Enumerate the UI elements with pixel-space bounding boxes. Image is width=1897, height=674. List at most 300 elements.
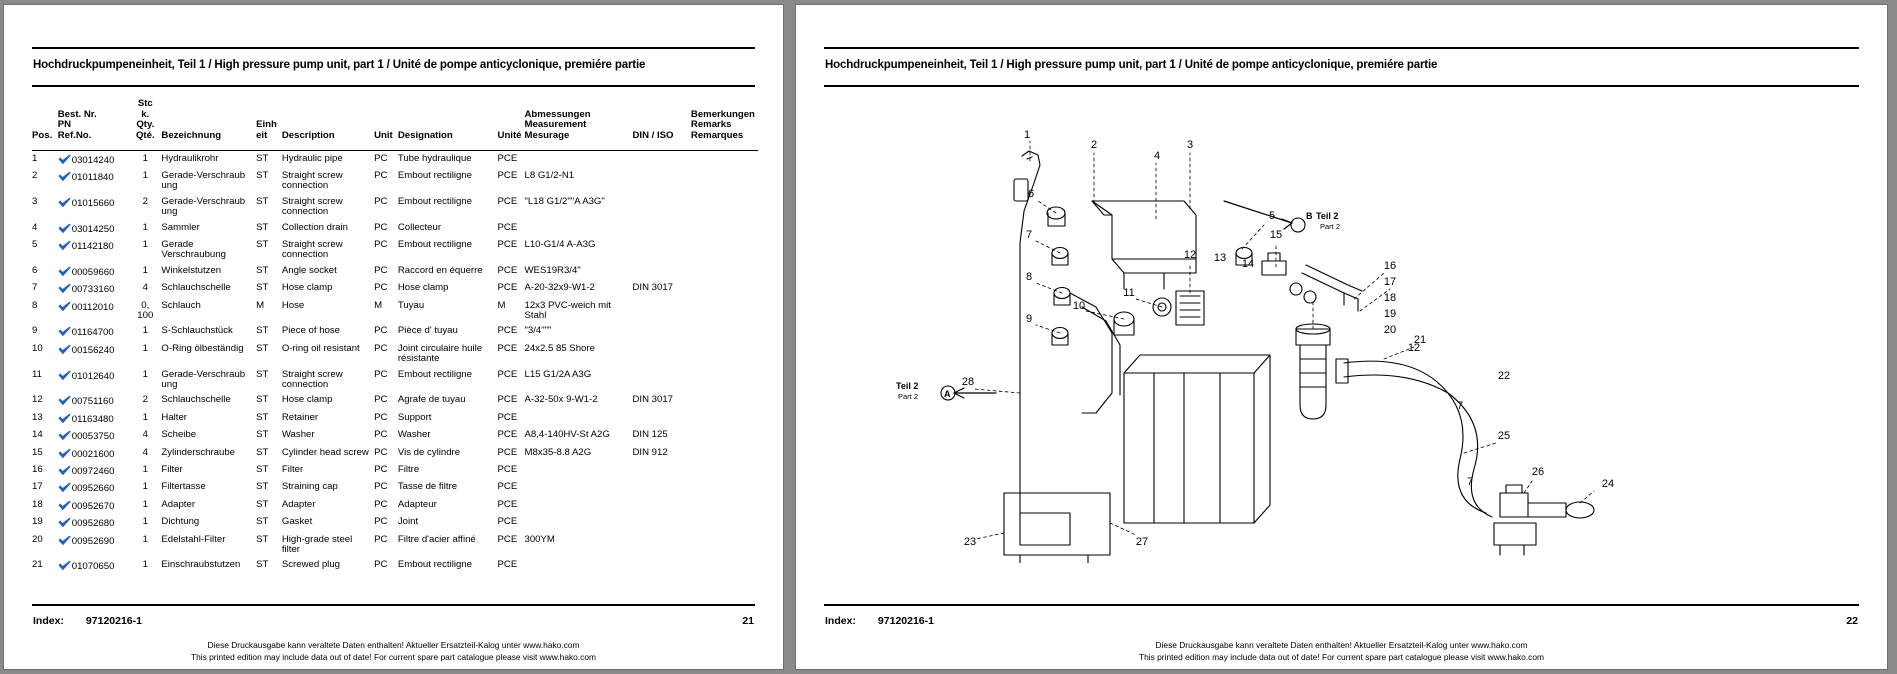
cell-din-iso: DIN 912 xyxy=(632,446,668,458)
cell-einheit: ST xyxy=(256,368,269,380)
cell-din-iso xyxy=(632,168,690,194)
cell-pos: 5 xyxy=(32,238,38,250)
cell-einheit: ST xyxy=(256,559,269,571)
cell-remarks xyxy=(691,220,758,237)
part-number-value: 00021600 xyxy=(71,448,115,460)
index-line xyxy=(33,615,142,627)
callout-6: 6 xyxy=(1027,188,1035,200)
cell-measurement xyxy=(525,151,633,169)
cell-unite: PCE xyxy=(497,342,518,354)
cell-pos: 1 xyxy=(32,152,38,164)
cell-pos: 19 xyxy=(32,516,43,528)
checkmark-icon xyxy=(58,517,71,528)
cell-bezeichnung: O-Ring ölbeständig xyxy=(161,342,244,354)
cell-pos: 21 xyxy=(32,559,43,571)
checkmark-icon xyxy=(58,301,71,312)
cell-part-number[interactable] xyxy=(58,341,132,367)
cell-bezeichnung: Scheibe xyxy=(161,429,197,441)
table-row[interactable] xyxy=(32,263,758,280)
callout-25: 25 xyxy=(1497,430,1511,442)
cell-measurement: A-32-50x 9-W1-2 xyxy=(524,394,598,406)
callout-28: 28 xyxy=(961,376,975,388)
cell-description: High-grade steel filter xyxy=(281,533,353,556)
cell-pos: 14 xyxy=(32,429,43,441)
index-line-right xyxy=(825,615,934,627)
page-number-left: 21 xyxy=(742,615,754,627)
part-number-value: 03014250 xyxy=(71,223,115,235)
cell-quantity: 1 xyxy=(142,152,148,164)
cell-description: Straining cap xyxy=(281,481,338,493)
cell-unit: M xyxy=(374,299,383,311)
cell-einheit: ST xyxy=(256,282,269,294)
col-header-part-number-l2: PN xyxy=(57,119,72,131)
cell-din-iso xyxy=(632,324,690,341)
cell-description: Straight screw connection xyxy=(281,169,343,192)
index-value-right: 97120216-1 xyxy=(877,615,934,627)
cell-unit: PC xyxy=(374,342,388,354)
checkmark-icon xyxy=(58,482,71,493)
page-number-right: 22 xyxy=(1846,615,1858,627)
checkmark-icon xyxy=(58,535,71,546)
cell-measurement: A8,4-140HV-St A2G xyxy=(524,429,610,441)
cell-bezeichnung: Filtertasse xyxy=(161,481,206,493)
part-number-value: 03014240 xyxy=(71,154,115,166)
callout-22: 22 xyxy=(1497,370,1511,382)
cell-measurement xyxy=(525,558,633,575)
cell-din-iso xyxy=(632,194,690,220)
table-row[interactable] xyxy=(32,532,758,558)
part-number-value: 00112010 xyxy=(71,301,114,313)
checkmark-icon xyxy=(58,500,71,511)
cell-unite: PCE xyxy=(497,559,518,571)
cell-description: Straight screw connection xyxy=(281,368,343,390)
callout-14: 14 xyxy=(1241,258,1255,270)
cell-din-iso xyxy=(632,298,690,324)
callout-8: 8 xyxy=(1025,271,1033,283)
cell-measurement xyxy=(525,480,633,497)
table-row[interactable] xyxy=(32,168,758,194)
ref-tag-b xyxy=(1306,211,1340,231)
table-row[interactable] xyxy=(32,341,758,367)
cell-unit: PC xyxy=(374,264,388,276)
cell-measurement: "3/4""" xyxy=(524,325,552,337)
bottom-rule xyxy=(32,604,755,606)
cell-quantity: 1 xyxy=(142,264,148,276)
cell-remarks xyxy=(691,263,758,280)
cell-remarks xyxy=(691,393,758,410)
cell-measurement: 24x2.5 85 Shore xyxy=(524,342,595,354)
table-row[interactable] xyxy=(32,298,758,324)
col-header-unite: Unité xyxy=(497,129,522,141)
cell-quantity: 1 xyxy=(142,481,148,493)
callout-4: 4 xyxy=(1153,150,1161,162)
cell-einheit: ST xyxy=(256,221,269,233)
cell-description: Hydraulic pipe xyxy=(281,152,343,164)
cell-part-number[interactable] xyxy=(58,237,132,263)
cell-unite: PCE xyxy=(497,446,518,458)
cell-pos: 13 xyxy=(32,411,43,423)
svg-text:Teil 2: Teil 2 xyxy=(1316,211,1339,221)
cell-part-number[interactable] xyxy=(58,151,132,169)
cell-remarks xyxy=(691,445,758,462)
part-number-value: 00952680 xyxy=(71,518,115,530)
cell-einheit: ST xyxy=(256,238,269,250)
cell-unit: PC xyxy=(374,464,388,476)
cell-measurement xyxy=(525,463,633,480)
col-header-part-number-l3: Ref.No. xyxy=(57,129,92,141)
cell-unite: PCE xyxy=(497,325,518,337)
table-row[interactable] xyxy=(32,393,758,410)
callout-19: 19 xyxy=(1383,308,1397,320)
cell-din-iso xyxy=(632,463,690,480)
cell-part-number[interactable] xyxy=(58,480,132,497)
callout-7c: 7 xyxy=(1466,476,1474,488)
svg-text:Teil 2: Teil 2 xyxy=(896,381,919,391)
cell-remarks xyxy=(691,463,758,480)
checkmark-icon xyxy=(58,413,71,424)
cell-bezeichnung: Winkelstutzen xyxy=(161,264,222,276)
cell-remarks xyxy=(691,515,758,532)
cell-remarks xyxy=(691,194,758,220)
cell-unite: PCE xyxy=(497,516,518,528)
col-header-quantity-l3: Qty. xyxy=(136,119,155,131)
cell-description: Retainer xyxy=(281,411,319,423)
cell-quantity: 1 xyxy=(142,368,148,380)
cell-unite: PCE xyxy=(497,169,518,181)
callout-1: 1 xyxy=(1023,129,1031,141)
table-row[interactable] xyxy=(32,367,758,393)
col-header-part-number-l1: Best. Nr. xyxy=(57,108,97,120)
cell-description: Straight screw connection xyxy=(281,195,343,218)
cell-description: Washer xyxy=(281,429,315,441)
svg-text:A: A xyxy=(944,389,951,399)
title-rule xyxy=(32,85,755,87)
cell-pos: 2 xyxy=(32,169,38,181)
cell-einheit: ST xyxy=(256,498,269,510)
cell-part-number[interactable] xyxy=(58,393,132,410)
col-header-bezeichnung: Bezeichnung xyxy=(161,129,222,141)
cell-din-iso xyxy=(632,151,690,169)
cell-designation: Tube hydraulique xyxy=(397,152,472,164)
cell-part-number[interactable] xyxy=(58,532,132,558)
cell-part-number[interactable] xyxy=(58,281,132,298)
cell-description: Screwed plug xyxy=(281,559,340,571)
cell-measurement: L10-G1/4 A-A3G xyxy=(524,238,596,250)
col-header-pos: Pos. xyxy=(32,129,53,141)
left-page xyxy=(3,4,784,670)
cell-description: O-ring oil resistant xyxy=(281,342,360,354)
callout-23: 23 xyxy=(963,536,977,548)
cell-din-iso xyxy=(632,367,690,393)
checkmark-icon xyxy=(58,448,71,459)
col-header-quantity-l1: Stc xyxy=(137,98,153,110)
cell-quantity: 1 xyxy=(142,325,148,337)
cell-part-number[interactable] xyxy=(58,428,132,445)
cell-din-iso xyxy=(632,532,690,558)
table-row[interactable] xyxy=(32,445,758,462)
col-header-designation: Designation xyxy=(397,129,453,141)
cell-designation: Agrafe de tuyau xyxy=(397,394,466,406)
cell-bezeichnung: Gerade-Verschraub ung xyxy=(161,169,246,192)
cell-remarks xyxy=(691,298,758,324)
cell-unite: PCE xyxy=(497,282,518,294)
page-title-right: Hochdruckpumpeneinheit, Teil 1 / High pressure pump unit, part 1 / Unité de pompe anticyclonique, premiére partie xyxy=(825,59,1438,71)
cell-description: Piece of hose xyxy=(281,325,340,337)
table-row[interactable] xyxy=(32,558,758,575)
cell-unit: PC xyxy=(374,152,388,164)
cell-remarks xyxy=(691,151,758,169)
cell-designation: Support xyxy=(397,411,432,423)
cell-quantity: 1 xyxy=(142,516,148,528)
cell-remarks xyxy=(691,237,758,263)
col-header-quantity-l2: k. xyxy=(141,108,150,120)
footer-left xyxy=(4,639,783,663)
cell-remarks xyxy=(691,410,758,427)
cell-bezeichnung: Gerade Verschraubung xyxy=(161,238,226,261)
cell-pos: 3 xyxy=(32,195,38,207)
cell-measurement: "L18 G1/2""A A3G" xyxy=(524,195,605,207)
cell-description: Straight screw connection xyxy=(281,238,343,261)
table-row[interactable] xyxy=(32,410,758,427)
cell-einheit: ST xyxy=(256,169,269,181)
part-number-value: 01142180 xyxy=(71,240,114,252)
footer-right xyxy=(796,639,1887,663)
callout-5: 5 xyxy=(1268,210,1276,222)
table-row[interactable] xyxy=(32,324,758,341)
callout-2: 2 xyxy=(1090,139,1098,151)
cell-din-iso xyxy=(632,515,690,532)
cell-measurement: M8x35-8.8 A2G xyxy=(524,446,592,458)
table-row[interactable] xyxy=(32,151,758,169)
cell-unit: PC xyxy=(374,368,388,380)
cell-din-iso xyxy=(632,237,690,263)
cell-designation: Joint circulaire huile résistante xyxy=(397,342,483,365)
top-rule-right xyxy=(824,47,1859,49)
callout-16: 16 xyxy=(1383,260,1397,272)
col-header-quantity xyxy=(132,97,161,142)
callout-11: 11 xyxy=(1123,287,1135,299)
cell-unite: PCE xyxy=(497,264,518,276)
callout-3: 3 xyxy=(1186,139,1194,151)
cell-designation: Embout rectiligne xyxy=(397,169,472,181)
cell-bezeichnung: Edelstahl-Filter xyxy=(161,533,226,545)
cell-einheit: M xyxy=(256,299,265,311)
cell-einheit: ST xyxy=(256,481,269,493)
part-number-value: 00952690 xyxy=(71,535,115,547)
cell-remarks xyxy=(691,324,758,341)
cell-designation: Adapteur xyxy=(397,498,437,510)
cell-einheit: ST xyxy=(256,394,269,406)
svg-text:Part 2: Part 2 xyxy=(898,392,919,401)
cell-einheit: ST xyxy=(256,411,269,423)
callout-9: 9 xyxy=(1025,313,1033,325)
table-row[interactable] xyxy=(32,428,758,445)
cell-pos: 16 xyxy=(32,464,43,476)
cell-part-number[interactable] xyxy=(58,194,132,220)
cell-measurement: L8 G1/2-N1 xyxy=(524,169,575,181)
cell-bezeichnung: Zylinderschraube xyxy=(161,446,235,458)
cell-part-number[interactable] xyxy=(58,497,132,514)
cell-part-number[interactable] xyxy=(58,324,132,341)
cell-bezeichnung: Adapter xyxy=(161,498,196,510)
cell-part-number[interactable] xyxy=(58,263,132,280)
cell-unite: PCE xyxy=(497,498,518,510)
cell-bezeichnung: Halter xyxy=(161,411,187,423)
footer-line-de: Diese Druckausgabe kann veraltete Daten enthalten! Aktueller Ersatzteil-Kalog unter www.hako.com xyxy=(207,640,580,650)
cell-quantity: 4 xyxy=(142,282,148,294)
cell-quantity: 2 xyxy=(142,195,148,207)
cell-designation: Vis de cylindre xyxy=(397,446,461,458)
cell-quantity: 1 xyxy=(142,559,148,571)
table-row[interactable] xyxy=(32,237,758,263)
callout-26: 26 xyxy=(1531,466,1545,478)
cell-einheit: ST xyxy=(256,195,269,207)
part-number-value: 01012640 xyxy=(71,370,115,382)
cell-designation: Tasse de filtre xyxy=(397,481,458,493)
table-row[interactable] xyxy=(32,515,758,532)
cell-pos: 18 xyxy=(32,498,43,510)
cell-part-number[interactable] xyxy=(58,220,132,237)
callout-13: 13 xyxy=(1213,252,1227,264)
cell-quantity: 1 xyxy=(142,221,148,233)
table-row[interactable] xyxy=(32,281,758,298)
svg-text:B: B xyxy=(1306,211,1313,221)
cell-pos: 12 xyxy=(32,394,43,406)
cell-remarks xyxy=(691,367,758,393)
cell-designation: Washer xyxy=(397,429,431,441)
cell-quantity: 1 xyxy=(142,238,148,250)
cell-part-number[interactable] xyxy=(58,168,132,194)
cell-din-iso: DIN 3017 xyxy=(632,394,673,406)
cell-pos: 20 xyxy=(32,533,43,545)
callout-15: 15 xyxy=(1269,229,1283,241)
cell-part-number[interactable] xyxy=(58,445,132,462)
cell-part-number[interactable] xyxy=(58,463,132,480)
table-row[interactable] xyxy=(32,480,758,497)
footer-line-de-right: Diese Druckausgabe kann veraltete Daten enthalten! Aktueller Ersatzteil-Kalog unter www.hako.com xyxy=(1155,640,1528,650)
cell-quantity: 4 xyxy=(142,446,148,458)
part-number-value: 01015660 xyxy=(71,197,115,209)
part-number-value: 00972460 xyxy=(71,466,115,478)
table-row[interactable] xyxy=(32,497,758,514)
cell-pos: 11 xyxy=(32,368,42,380)
cell-unite: PCE xyxy=(497,533,518,545)
cell-unite: PCE xyxy=(497,429,518,441)
cell-unit: PC xyxy=(374,325,388,337)
callout-17: 17 xyxy=(1383,276,1397,288)
cell-unit: PC xyxy=(374,238,388,250)
cell-einheit: ST xyxy=(256,429,269,441)
cell-unit: PC xyxy=(374,195,388,207)
cell-unit: PC xyxy=(374,533,388,545)
cell-quantity: 1 xyxy=(142,342,148,354)
cell-quantity: 2 xyxy=(142,394,148,406)
cell-designation: Raccord en équerre xyxy=(397,264,483,276)
col-header-description: Description xyxy=(281,129,335,141)
callout-24: 24 xyxy=(1601,478,1615,490)
checkmark-icon xyxy=(58,465,71,476)
cell-unit: PC xyxy=(374,169,388,181)
cell-unite: M xyxy=(497,299,506,311)
cell-bezeichnung: Filter xyxy=(161,464,183,476)
cell-pos: 6 xyxy=(32,264,38,276)
cell-unit: PC xyxy=(374,394,388,406)
cell-bezeichnung: Schlauchschelle xyxy=(161,394,231,406)
cell-din-iso xyxy=(632,480,690,497)
checkmark-icon xyxy=(58,154,71,165)
col-header-unit: Unit xyxy=(374,129,393,141)
cell-remarks xyxy=(691,281,758,298)
cell-part-number[interactable] xyxy=(58,367,132,393)
cell-quantity: 0, 100 xyxy=(137,299,154,321)
col-header-measurement-l2: Measurement xyxy=(524,119,587,131)
col-header-quantity-l4: Qté. xyxy=(135,129,155,141)
cell-unit: PC xyxy=(374,559,388,571)
cell-remarks xyxy=(691,497,758,514)
cell-bezeichnung: Dichtung xyxy=(161,516,200,528)
cell-quantity: 1 xyxy=(142,411,148,423)
cell-description: Angle socket xyxy=(281,264,337,276)
part-number-value: 00952670 xyxy=(71,500,115,512)
index-value: 97120216-1 xyxy=(85,615,142,627)
cell-part-number[interactable] xyxy=(58,298,132,324)
callout-10: 10 xyxy=(1072,300,1086,312)
cell-pos: 4 xyxy=(32,221,38,233)
cell-unit: PC xyxy=(374,516,388,528)
cell-quantity: 1 xyxy=(142,533,148,545)
part-number-value: 00733160 xyxy=(71,284,115,296)
checkmark-icon xyxy=(58,344,71,355)
cell-unit: PC xyxy=(374,446,388,458)
checkmark-icon xyxy=(58,326,71,337)
cell-measurement: 12x3 PVC-weich mit Stahl xyxy=(524,299,611,321)
cell-part-number[interactable] xyxy=(58,515,132,532)
col-header-remarks-l1: Bemerkungen xyxy=(690,108,755,120)
callout-12b: 12 xyxy=(1407,342,1421,354)
cell-einheit: ST xyxy=(256,533,269,545)
cell-unite: PCE xyxy=(497,481,518,493)
cell-unite: PCE xyxy=(497,411,518,423)
cell-einheit: ST xyxy=(256,342,269,354)
cell-measurement xyxy=(525,515,633,532)
index-label-right: Index: xyxy=(825,615,856,627)
callout-7b: 7 xyxy=(1456,400,1464,412)
cell-unit: PC xyxy=(374,411,388,423)
table-row[interactable] xyxy=(32,463,758,480)
cell-unite: PCE xyxy=(497,152,518,164)
cell-pos: 9 xyxy=(32,325,38,337)
cell-quantity: 1 xyxy=(142,169,148,181)
col-header-einheit-l1: Einh xyxy=(256,119,277,131)
cell-einheit: ST xyxy=(256,152,269,164)
part-number-value: 01011840 xyxy=(71,171,114,183)
index-label: Index: xyxy=(33,615,64,627)
cell-unite: PCE xyxy=(497,464,518,476)
checkmark-icon xyxy=(58,171,71,182)
cell-remarks xyxy=(691,558,758,575)
cell-part-number[interactable] xyxy=(58,410,132,427)
cell-din-iso xyxy=(632,558,690,575)
table-row[interactable] xyxy=(32,194,758,220)
callout-21: 21 xyxy=(1413,334,1427,346)
cell-bezeichnung: S-Schlauchstück xyxy=(161,325,233,337)
table-row[interactable] xyxy=(32,220,758,237)
cell-remarks xyxy=(691,532,758,558)
cell-part-number[interactable] xyxy=(58,558,132,575)
checkmark-icon xyxy=(58,283,71,294)
cell-designation: Filtre xyxy=(397,464,420,476)
checkmark-icon xyxy=(58,197,71,208)
